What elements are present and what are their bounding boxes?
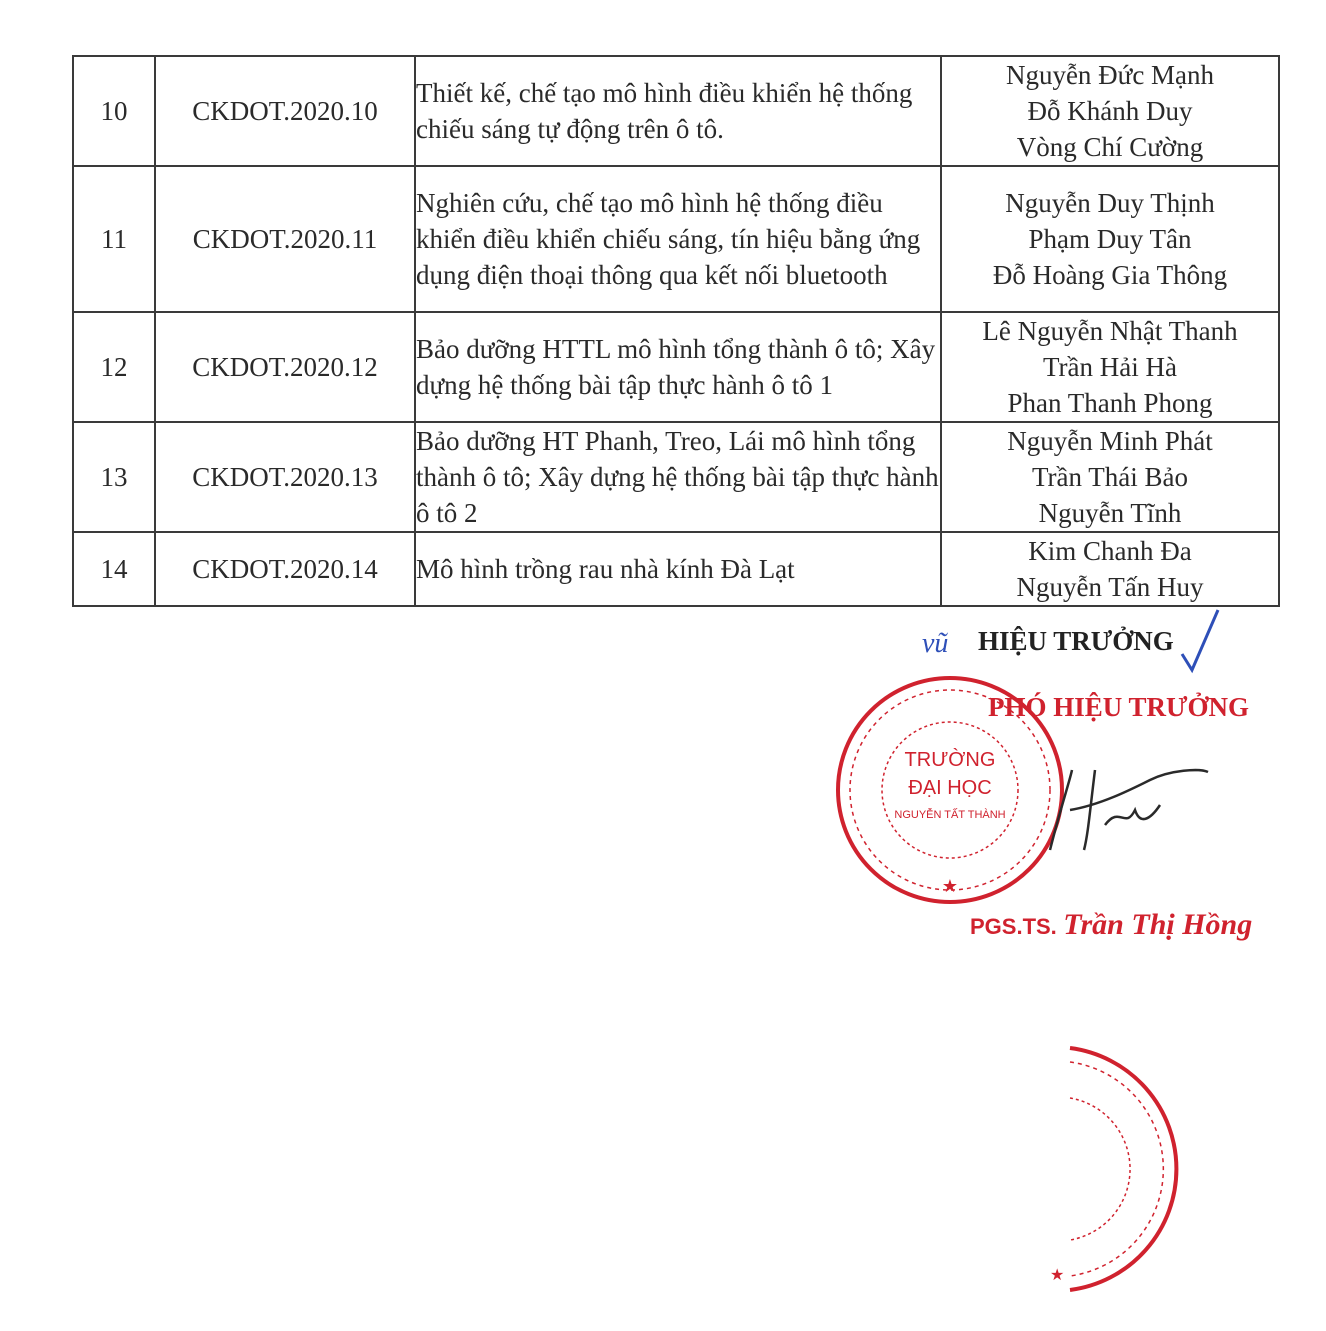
partial-seal <box>1030 1040 1200 1300</box>
signer-prefix: PGS.TS. <box>970 914 1057 939</box>
member-name: Nguyễn Tấn Huy <box>1016 572 1204 602</box>
row-number: 11 <box>73 166 155 312</box>
member-name: Trần Thái Bảo <box>1031 462 1188 492</box>
star-icon: ★ <box>1050 1267 1065 1284</box>
table-row <box>73 532 1279 606</box>
project-code: CKDOT.2020.13 <box>155 422 415 532</box>
row-number: 14 <box>73 532 155 606</box>
member-name: Nguyễn Đức Mạnh <box>1005 60 1215 90</box>
member-list <box>941 312 1279 422</box>
project-title: Thiết kế, chế tạo mô hình điều khiển hệ thống chiếu sáng tự động trên ô tô. <box>415 56 941 166</box>
checkmark-icon <box>1178 606 1228 676</box>
member-name: Trần Hải Hà <box>1043 352 1177 382</box>
member-name: Lê Nguyễn Nhật Thanh <box>982 316 1238 346</box>
project-code: CKDOT.2020.11 <box>155 166 415 312</box>
principal-title: HIỆU TRƯỞNG <box>978 626 1174 656</box>
signer-name: Trần Thị Hồng <box>1063 908 1253 941</box>
vice-principal-title: PHÓ HIỆU TRƯỞNG <box>988 692 1250 722</box>
seal-line: TRƯỜNG <box>904 749 996 771</box>
project-code: CKDOT.2020.10 <box>155 56 415 166</box>
member-name: Kim Chanh Đa <box>1028 536 1192 566</box>
member-list <box>941 532 1279 606</box>
member-name: Đỗ Khánh Duy <box>1027 96 1193 126</box>
handwritten-signature <box>1010 750 1220 860</box>
member-name: Nguyễn Minh Phát <box>1007 426 1213 456</box>
star-icon: ★ <box>941 876 959 896</box>
project-title: Mô hình trồng rau nhà kính Đà Lạt <box>415 532 941 606</box>
member-name: Phan Thanh Phong <box>1007 388 1213 418</box>
table-row <box>73 56 1279 166</box>
table-row <box>73 166 1279 312</box>
table-row <box>73 312 1279 422</box>
project-code: CKDOT.2020.12 <box>155 312 415 422</box>
member-name: Vòng Chí Cường <box>1016 132 1204 162</box>
signature-block <box>830 600 1310 980</box>
table-row <box>73 422 1279 532</box>
project-title: Nghiên cứu, chế tạo mô hình hệ thống điều khiển điều khiển chiếu sáng, tín hiệu bằng ứng dụng điện thoại thông qua kết nối bluetooth <box>415 166 941 312</box>
row-number: 12 <box>73 312 155 422</box>
project-title: Bảo dưỡng HT Phanh, Treo, Lái mô hình tổng thành ô tô; Xây dựng hệ thống bài tập thực hành ô tô 2 <box>415 422 941 532</box>
member-list <box>941 166 1279 312</box>
member-name: Phạm Duy Tân <box>1028 224 1192 254</box>
project-code: CKDOT.2020.14 <box>155 532 415 606</box>
member-name: Đỗ Hoàng Gia Thông <box>992 260 1228 290</box>
project-title: Bảo dưỡng HTTL mô hình tổng thành ô tô; Xây dựng hệ thống bài tập thực hành ô tô 1 <box>415 312 941 422</box>
seal-line: ĐẠI HỌC <box>908 777 992 799</box>
signer <box>970 908 1252 942</box>
initial-handwriting: vũ <box>922 628 949 659</box>
member-name: Nguyễn Duy Thịnh <box>1005 188 1215 218</box>
row-number: 13 <box>73 422 155 532</box>
row-number: 10 <box>73 56 155 166</box>
member-list <box>941 422 1279 532</box>
member-list <box>941 56 1279 166</box>
seal-line: NGUYỄN TẤT THÀNH <box>894 809 1006 821</box>
projects-table <box>72 55 1280 607</box>
member-name: Nguyễn Tĩnh <box>1038 498 1182 528</box>
